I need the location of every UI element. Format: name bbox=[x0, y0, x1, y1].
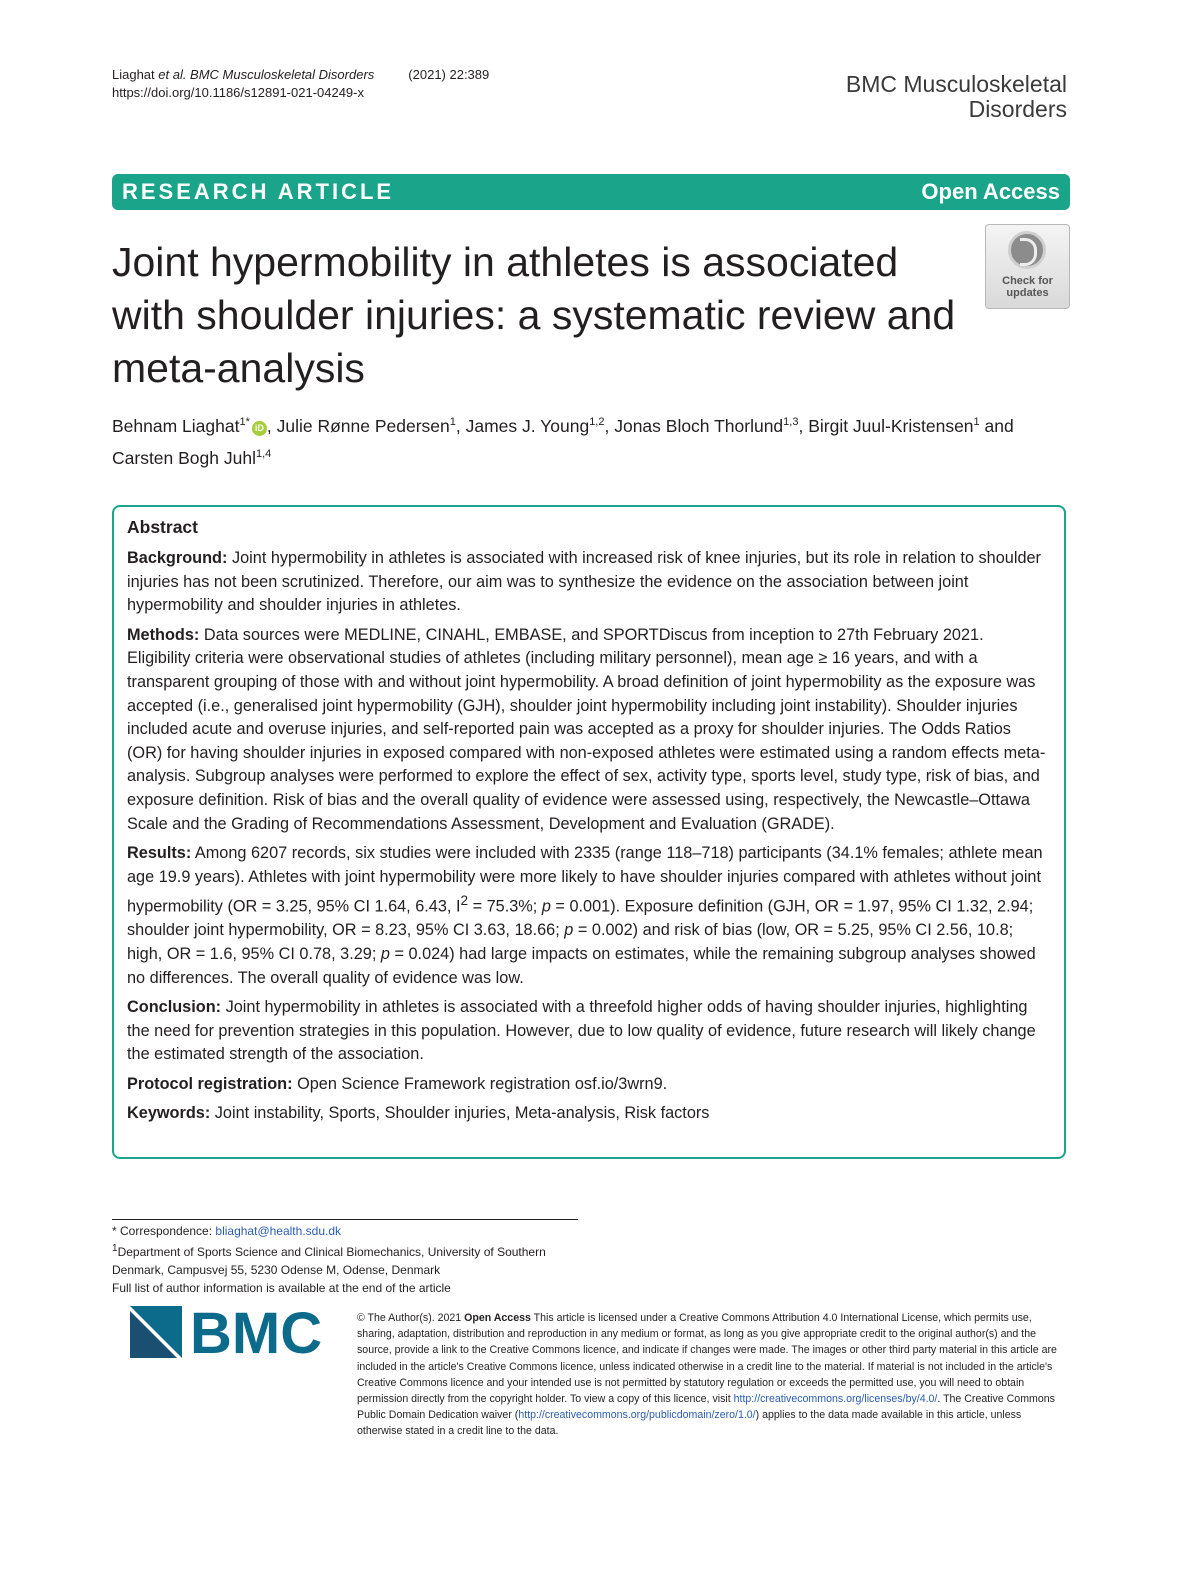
abstract-conclusion bbox=[127, 996, 1047, 1067]
check-for-updates-text bbox=[986, 275, 1069, 299]
doi-link[interactable]: https://doi.org/10.1186/s12891-021-04249-x bbox=[112, 85, 364, 100]
abstract-content bbox=[127, 515, 1047, 1132]
footnote bbox=[112, 1222, 578, 1297]
affiliation-number: 1 bbox=[112, 1243, 118, 1254]
bmc-logo bbox=[130, 1303, 336, 1359]
article-type-banner bbox=[112, 174, 1070, 210]
abstract-box bbox=[112, 505, 1066, 1159]
abstract-methods bbox=[127, 624, 1047, 836]
section-text: Joint instability, Sports, Shoulder injuries, Meta-analysis, Risk factors bbox=[210, 1104, 710, 1123]
abstract-keywords bbox=[127, 1102, 1047, 1126]
section-label: Background: bbox=[127, 549, 228, 567]
author-name: Carsten Bogh Juhl bbox=[112, 447, 256, 468]
p-symbol: p bbox=[380, 944, 390, 963]
abstract-background bbox=[127, 547, 1047, 618]
footnote-divider bbox=[112, 1219, 578, 1220]
check-for-updates-badge[interactable] bbox=[985, 224, 1070, 309]
author-name: , Jonas Bloch Thorlund bbox=[604, 415, 784, 436]
author-affiliation: 1 bbox=[973, 416, 980, 428]
affiliation-text: Department of Sports Science and Clinical Biomechanics, University of Southern Denmark, Campusvej 55, 5230 Odense M, Odense, Denmark bbox=[112, 1245, 546, 1277]
open-access-label: Open Access bbox=[464, 1312, 531, 1324]
section-text: = 0.001). Exposure definition (GJH, OR = 1.97, 95% CI 1.32, 2.94; shoulder joint hypermobility, OR = 8.23, 95% CI 3.63, 18.66; bbox=[127, 897, 1034, 940]
abstract-protocol bbox=[127, 1073, 1047, 1097]
author-name: , Birgit Juul-Kristensen bbox=[798, 415, 974, 436]
section-text: = 0.002) and risk of bias (low, OR = 5.25, 95% CI 2.56, 10.8; high, OR = 1.6, 95% CI 0.78, 3.29; bbox=[127, 921, 1014, 963]
superscript: 2 bbox=[460, 893, 469, 909]
section-label: Methods: bbox=[127, 625, 200, 644]
correspondence-label: * Correspondence: bbox=[112, 1224, 216, 1238]
license-text: ) applies to the data made available in this article, unless otherwise stated in a credit line to the data. bbox=[357, 1409, 1022, 1438]
article-type-label: RESEARCH ARTICLE bbox=[122, 179, 395, 204]
correspondence-line bbox=[112, 1222, 578, 1240]
author-affiliation: 1* bbox=[239, 416, 250, 428]
license-link[interactable]: http://creativecommons.org/licenses/by/4.0/ bbox=[733, 1393, 938, 1406]
license-text: This article is licensed under a Creative Commons Attribution 4.0 International License, which permits use, sharing, adaptation, distribution and reproduction in any medium or format, as long as you give appropriate credit to the original author(s) and the source, provide a link to the Creative Commons licence, and indicate if changes were made. The images or other third party material in this article are included in the article's Creative Commons licence, unless indicated otherwise in a credit line to the material. If material is not included in the article's Creative Commons licence and your intended use is not permitted by statutory regulation or exceeds the permitted use, you will need to obtain permission directly from the copyright holder. To view a copy of this licence, visit bbox=[357, 1312, 1057, 1406]
abstract-results bbox=[127, 842, 1047, 990]
journal-name bbox=[846, 72, 1067, 122]
section-text: Data sources were MEDLINE, CINAHL, EMBASE, and SPORTDiscus from inception to 27th February 2021. Eligibility criteria were observational studies of athletes (including military personnel), mean age ≥ 16 years, and with a transparent grouping of those with and without joint hypermobility. A broad definition of joint hypermobility as the exposure was accepted (i.e., generalised joint hypermobility (GJH), shoulder joint hypermobility including joint instability). Shoulder injuries included acute and overuse injuries, and self-reported pain was accepted as a proxy for shoulder injuries. The Odds Ratios (OR) for having shoulder injuries in exposed compared with non-exposed athletes were estimated using a random effects meta-analysis. Subgroup analyses were performed to explore the effect of sex, activity type, sports level, study type, risk of bias, and exposure definition. Risk of bias and the overall quality of evidence were assessed using, respectively, the Newcastle–Ottawa Scale and the Grading of Recommendations Assessment, Development and Evaluation (GRADE). bbox=[127, 625, 1046, 833]
author-list bbox=[112, 408, 1072, 472]
author-conjunction: and bbox=[979, 415, 1014, 436]
citation-authors: Liaghat bbox=[112, 67, 159, 82]
badge-line2: updates bbox=[1006, 287, 1049, 299]
license-text: . The Creative Commons Public Domain Dedication waiver ( bbox=[357, 1393, 1055, 1422]
license-text: © The Author(s). 2021 bbox=[357, 1312, 465, 1324]
author-affiliation: 1 bbox=[449, 416, 456, 428]
section-text: Joint hypermobility in athletes is associated with increased risk of knee injuries, but its role in relation to shoulder injuries has not been scrutinized. Therefore, our aim was to synthesize the evidence on the association between joint hypermobility and shoulder injuries in athletes. bbox=[127, 549, 1041, 615]
section-label: Conclusion: bbox=[127, 998, 222, 1017]
section-text: = 75.3%; bbox=[468, 897, 542, 916]
public-domain-link[interactable]: http://creativecommons.org/publicdomain/zero/1.0/ bbox=[518, 1409, 756, 1422]
journal-name-line2: Disorders bbox=[968, 96, 1067, 122]
orcid-icon[interactable]: iD bbox=[252, 421, 267, 436]
abstract-heading: Abstract bbox=[127, 517, 198, 537]
open-access-label: Open Access bbox=[921, 179, 1060, 204]
section-text: Open Science Framework registration osf.io/3wrn9. bbox=[292, 1074, 668, 1093]
section-text: Among 6207 records, six studies were included with 2335 (range 118–718) participants (34.1% females; athlete mean age 19.9 years). Athletes with joint hypermobility were more likely to have shoulder injuries compared with athletes without joint hypermobility (OR = 3.25, 95% CI 1.64, 6.43, I bbox=[127, 844, 1043, 916]
citation-journal: et al. BMC Musculoskeletal Disorders bbox=[158, 67, 375, 82]
affiliation bbox=[112, 1240, 578, 1279]
citation-year: (2021) 22:389 bbox=[408, 67, 490, 82]
author-info-note: Full list of author information is available at the end of the article bbox=[112, 1281, 451, 1295]
bmc-logo-text: BMC bbox=[190, 1303, 323, 1359]
author-name: , James J. Young bbox=[455, 415, 590, 436]
author-name: , Julie Rønne Pedersen bbox=[266, 415, 450, 436]
license-notice bbox=[357, 1310, 1063, 1440]
author-affiliation: 1,2 bbox=[589, 416, 605, 428]
crossmark-icon bbox=[1008, 231, 1046, 269]
p-symbol: p bbox=[564, 921, 574, 940]
section-text: Joint hypermobility in athletes is associated with a threefold higher odds of having shoulder injuries, highlighting the need for prevention strategies in this population. However, due to low quality of evidence, future research will likely change the estimated strength of the association. bbox=[127, 998, 1036, 1064]
section-text: = 0.024) had large impacts on estimates, while the remaining subgroup analyses showed no differences. The overall quality of evidence was low. bbox=[127, 944, 1036, 987]
section-label: Results: bbox=[127, 844, 192, 863]
section-label: Keywords: bbox=[127, 1104, 211, 1123]
correspondence-email-link[interactable]: bliaghat@health.sdu.dk bbox=[215, 1224, 342, 1238]
running-citation bbox=[112, 66, 489, 84]
journal-name-line1: BMC Musculoskeletal bbox=[845, 71, 1067, 97]
author-affiliation: 1,3 bbox=[783, 416, 799, 428]
author-affiliation: 1,4 bbox=[255, 447, 272, 460]
author-name: Behnam Liaghat bbox=[112, 415, 240, 436]
p-symbol: p bbox=[541, 897, 551, 916]
section-label: Protocol registration: bbox=[127, 1074, 293, 1093]
article-title: Joint hypermobility in athletes is associated with shoulder injuries: a systematic review and meta-analysis bbox=[112, 239, 956, 391]
badge-line1: Check for bbox=[1002, 275, 1053, 287]
